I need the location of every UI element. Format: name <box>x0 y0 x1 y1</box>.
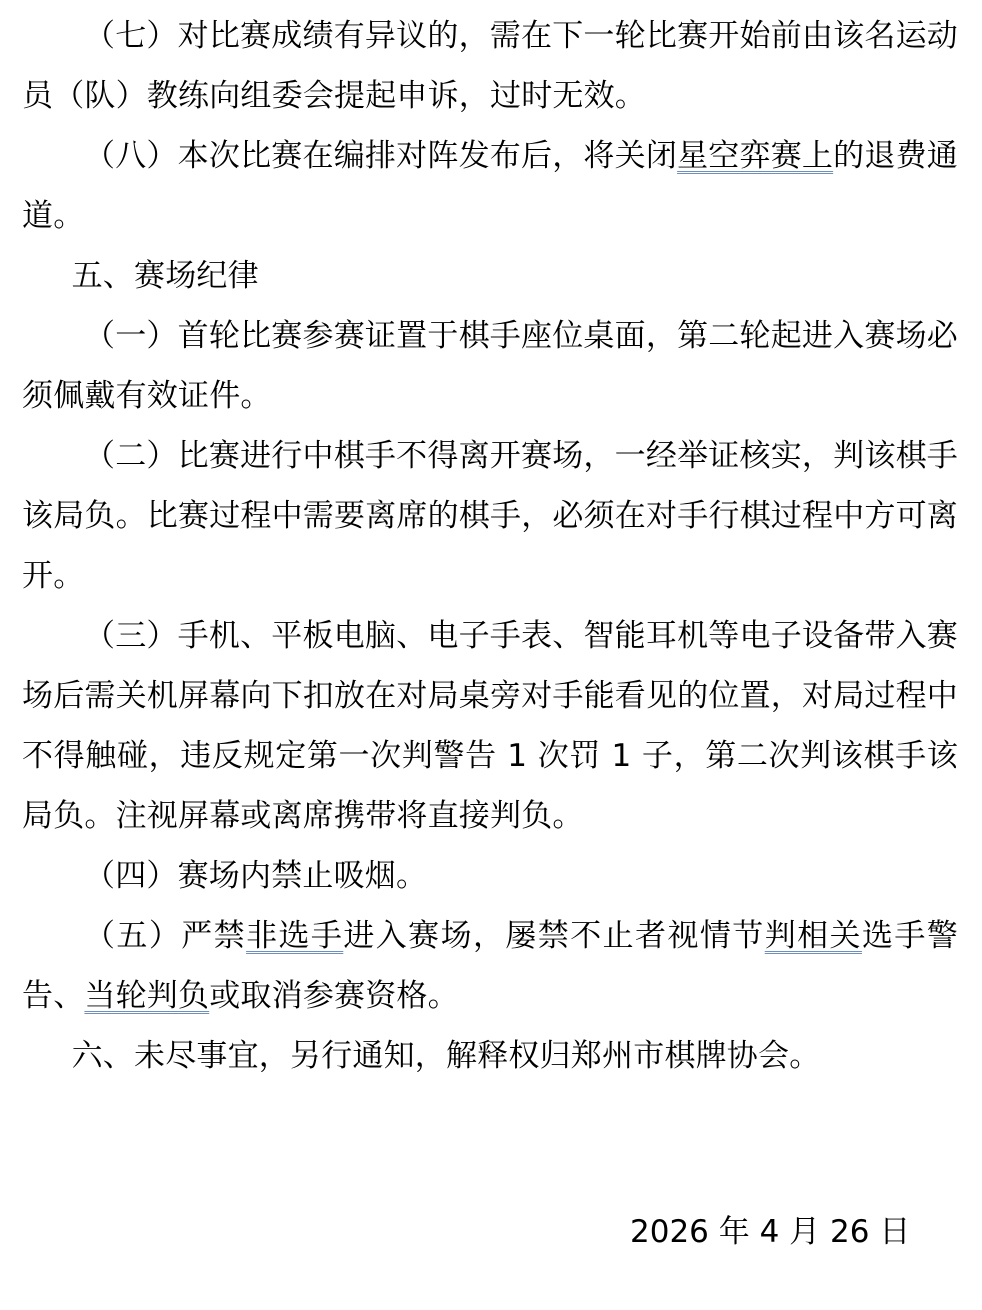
section-heading-5 <box>22 246 958 306</box>
discipline-item-2 <box>22 426 958 606</box>
discipline-item-1-text: （一）首轮比赛参赛证置于棋手座位桌面，第二轮起进入赛场必须佩戴有效证件。 <box>22 318 958 414</box>
discipline-item-5-text-a: （五）严禁 <box>84 918 247 954</box>
discipline-item-5-text-d: 或取消参赛资格。 <box>209 978 459 1014</box>
section-heading-5-text: 五、赛场纪律 <box>71 258 259 294</box>
round-forfeit-link[interactable]: 当轮判负 <box>84 978 210 1014</box>
platform-link[interactable]: 星空弈赛上 <box>677 138 834 174</box>
paragraph-8 <box>22 126 958 246</box>
discipline-item-3 <box>22 606 958 846</box>
discipline-item-5-text-c: 选手警告、 <box>22 918 958 1014</box>
paragraph-8-text-a: （八）本次比赛在编排对阵发布后，将关闭 <box>84 138 678 174</box>
document-date: 2026 年 4 月 26 日 <box>630 1214 911 1250</box>
section-heading-6 <box>22 1026 958 1086</box>
discipline-item-2-text: （二）比赛进行中棋手不得离开赛场，一经举证核实，判该棋手该局负。比赛过程中需要离席的棋手，必须在对手行棋过程中方可离开。 <box>22 438 958 594</box>
discipline-item-4-text: （四）赛场内禁止吸烟。 <box>84 858 428 894</box>
paragraph-7-text: （七）对比赛成绩有异议的，需在下一轮比赛开始前由该名运动员（队）教练向组委会提起申诉，过时无效。 <box>22 18 958 114</box>
related-judgment-link[interactable]: 判相关 <box>764 918 862 954</box>
discipline-item-5-text-b: 进入赛场，屡禁不止者视情节 <box>343 918 765 954</box>
discipline-item-3-text: （三）手机、平板电脑、电子手表、智能耳机等电子设备带入赛场后需关机屏幕向下扣放在对局桌旁对手能看见的位置，对局过程中不得触碰，违反规定第一次判警告 1 次罚 1 子，第二次判该棋手该局负。注视屏幕或离席携带将直接判负。 <box>22 618 958 834</box>
non-player-link[interactable]: 非选手 <box>246 918 344 954</box>
discipline-item-5 <box>22 906 958 1026</box>
document-body <box>22 6 958 1086</box>
section-heading-6-text: 六、未尽事宜，另行通知，解释权归郑州市棋牌协会。 <box>71 1038 821 1074</box>
discipline-item-4 <box>22 846 958 906</box>
paragraph-8-text-b: 的退费通道。 <box>22 138 958 234</box>
paragraph-7 <box>22 6 958 126</box>
discipline-item-1 <box>22 306 958 426</box>
